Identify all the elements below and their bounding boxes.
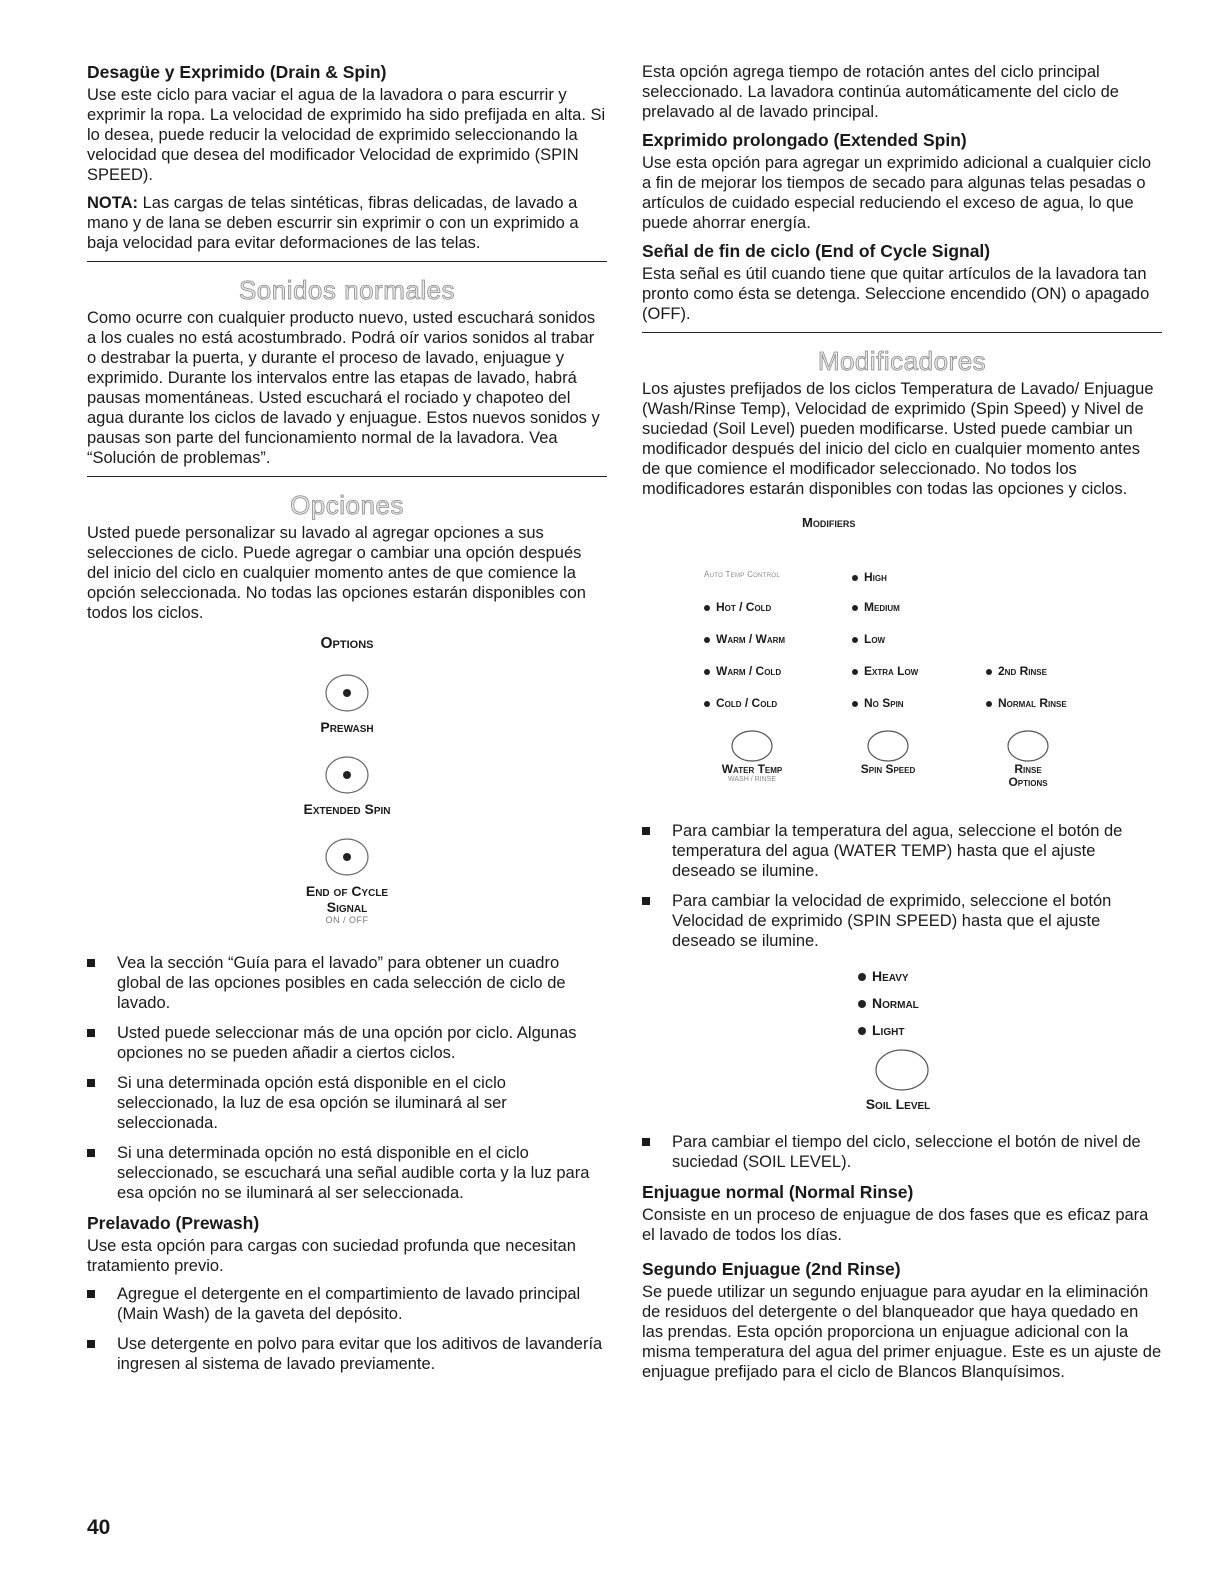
prewash-heading: Prelavado (Prewash) <box>87 1213 260 1233</box>
right-column <box>642 62 1162 1390</box>
indicator-dot-icon <box>852 575 858 581</box>
spin-item: Extra Low <box>852 664 918 678</box>
drain-spin-text: Use este ciclo para vaciar el agua de la lavadora o para escurrir y exprimir la ropa. La velocidad de exprimido ha sido prefijada en alta. Si lo desea, puede reducir la velocidad de exprimido seleccionando la velocidad que desea del modificador Velocidad de exprimido (SPIN SPEED). <box>87 86 606 184</box>
note-text: Las cargas de telas sintéticas, fibras delicadas, de lavado a mano y de lana se deben escurrir sin exprimir o con un exprimido a baja velocidad para evitar deformaciones de las telas. <box>87 194 579 252</box>
modifiers-diagram <box>642 515 1162 815</box>
list-item: Agregue el detergente en el compartimiento de lavado principal (Main Wash) de la gaveta del depósito. <box>87 1284 607 1324</box>
temp-item: Cold / Cold <box>704 696 777 710</box>
extended-spin-label: Extended Spin <box>303 801 391 817</box>
prewash-bullets <box>87 1284 607 1374</box>
soil-item: Heavy <box>858 963 1162 990</box>
spin-item: High <box>852 570 887 584</box>
end-signal-heading: Señal de fin de ciclo (End of Cycle Signal) <box>642 241 991 261</box>
divider <box>642 332 1162 333</box>
soil-level-button <box>642 1048 1162 1112</box>
temp-item: Warm / Cold <box>704 664 781 678</box>
second-rinse-heading: Segundo Enjuague (2nd Rinse) <box>642 1259 901 1279</box>
water-temp-button-icon <box>728 729 776 763</box>
note-label: NOTA: <box>87 194 139 212</box>
extended-spin-text: Use esta opción para agregar un exprimido adicional a cualquier ciclo a fin de mejorar los tiempos de secado para algunas telas pesadas o artículos de cuidado especial reduciendo el exceso de agua, lo que puede ahorrar energía. <box>642 154 1152 232</box>
spin-item: No Spin <box>852 696 904 710</box>
list-item: Use detergente en polvo para evitar que los aditivos de lavandería ingresen al sistema de lavado previamente. <box>87 1334 607 1374</box>
list-item: Si una determinada opción está disponible en el ciclo seleccionado, la luz de esa opción se iluminará al ser seleccionada. <box>87 1073 607 1133</box>
rinse-options-button-icon <box>1004 729 1052 763</box>
options-title: Opciones <box>290 490 404 520</box>
list-item: Usted puede seleccionar más de una opción por ciclo. Algunas opciones no se pueden añadir a ciertos ciclos. <box>87 1023 607 1063</box>
page-number: 40 <box>87 1516 111 1539</box>
water-temp-sub: WASH / RINSE <box>728 776 776 783</box>
soil-level-items <box>858 963 1162 1044</box>
soil-level-button-icon <box>872 1048 932 1092</box>
indicator-dot-icon <box>858 1027 866 1035</box>
indicator-dot-icon <box>858 1000 866 1008</box>
normal-rinse-text: Consiste en un proceso de enjuague de dos fases que es eficaz para el lavado de todos los días. <box>642 1206 1149 1244</box>
drain-spin-note <box>87 193 607 253</box>
indicator-dot-icon <box>704 637 710 643</box>
modifiers-diagram-title: Modifiers <box>802 515 856 530</box>
rinse-label-1: Rinse <box>1014 762 1042 776</box>
divider <box>87 261 607 262</box>
sounds-title: Sonidos normales <box>238 275 456 305</box>
rinse-label-2: Options <box>1008 775 1048 789</box>
prewash-label: Prewash <box>320 719 374 735</box>
divider <box>87 476 607 477</box>
indicator-dot-icon <box>852 669 858 675</box>
extended-spin-button-group <box>87 753 607 817</box>
temp-item: Hot / Cold <box>704 600 771 614</box>
water-temp-label: Water Temp <box>721 762 783 776</box>
extended-spin-heading: Exprimido prolongado (Extended Spin) <box>642 130 967 150</box>
end-cycle-label-1: End of Cycle <box>305 883 389 899</box>
indicator-dot-icon <box>986 701 992 707</box>
list-item: Vea la sección “Guía para el lavado” para obtener un cuadro global de las opciones posibles en cada selección de ciclo de lavado. <box>87 953 607 1013</box>
modifier-buttons <box>642 745 1162 815</box>
soil-item: Normal <box>858 990 1162 1017</box>
prewash-text: Use esta opción para cargas con suciedad profunda que necesitan tratamiento previo. <box>87 1237 576 1275</box>
end-cycle-button-group <box>87 835 607 925</box>
spin-speed-button-icon <box>864 729 912 763</box>
indicator-dot-icon <box>704 701 710 707</box>
list-item: Para cambiar la velocidad de exprimido, seleccione el botón Velocidad de exprimido (SPIN SPEED) hasta que el ajuste deseado se ilumine. <box>642 891 1162 951</box>
left-column <box>87 62 607 1384</box>
modifiers-grid <box>642 570 1162 745</box>
options-bullets <box>87 953 607 1203</box>
end-signal-text: Esta señal es útil cuando tiene que quitar artículos de la lavadora tan pronto como ésta se detenga. Seleccione encendido (ON) o apagado (OFF). <box>642 265 1150 323</box>
sounds-text: Como ocurre con cualquier producto nuevo, usted escuchará sonidos a los cuales no está acostumbrado. Podrá oír varios sonidos al trabar o destrabar la puerta, y durante el proceso de lavado, enjuague y exprimido. Durante los intervalos entre las etapas de lavado, habrá pausas momentáneas. Usted escuchará el rociado y chapoteo del agua durante los ciclos de lavado y enjuague. Estos nuevos sonidos y pausas son parte del funcionamiento normal de la lavadora. Vea “Solución de problemas”. <box>87 309 600 467</box>
indicator-dot-icon <box>852 605 858 611</box>
options-text: Usted puede personalizar su lavado al agregar opciones a sus selecciones de ciclo. Puede agregar o cambiar una opción después del inicio del ciclo en cualquier momento antes de que comience la opción seleccionada. No todas las opciones estarán disponibles con todos los ciclos. <box>87 524 586 622</box>
modifiers-bullets <box>642 821 1162 951</box>
indicator-dot-icon <box>852 637 858 643</box>
extended-spin-button-icon <box>321 753 373 797</box>
indicator-dot-icon <box>704 605 710 611</box>
end-cycle-button-icon <box>321 835 373 879</box>
prewash-button-icon <box>321 671 373 715</box>
spin-item: Low <box>852 632 885 646</box>
spin-speed-label: Spin Speed <box>860 762 916 776</box>
auto-temp-label: Auto Temp Control <box>704 570 780 579</box>
spin-item: Medium <box>852 600 900 614</box>
rinse-item: Normal Rinse <box>986 696 1067 710</box>
water-temp-button <box>702 729 802 783</box>
indicator-dot-icon <box>858 973 866 981</box>
modifiers-title: Modificadores <box>817 346 987 376</box>
soil-bullets <box>642 1132 1162 1172</box>
end-cycle-label-2: Signal <box>326 899 368 915</box>
drain-spin-heading: Desagüe y Exprimido (Drain & Spin) <box>87 62 387 82</box>
list-item: Si una determinada opción no está disponible en el ciclo seleccionado, se escuchará una señal audible corta y la luz para esa opción no se iluminará al ser seleccionada. <box>87 1143 607 1203</box>
options-diagram-title: Options <box>320 635 374 652</box>
modifiers-text: Los ajustes prefijados de los ciclos Temperatura de Lavado/ Enjuague (Wash/Rinse Temp), Velocidad de exprimido (Spin Speed) y Nivel de suciedad (Soil Level) pueden modificarse. Usted puede cambiar un modificador después del inicio del ciclo en cualquier momento antes de que comience el modificador seleccionado. No todos los modificadores estarán disponibles con todas las opciones y ciclos. <box>642 380 1154 498</box>
end-cycle-sub: ON / OFF <box>325 915 369 925</box>
soil-item: Light <box>858 1017 1162 1044</box>
indicator-dot-icon <box>852 701 858 707</box>
normal-rinse-heading: Enjuague normal (Normal Rinse) <box>642 1182 914 1202</box>
second-rinse-text: Se puede utilizar un segundo enjuague para ayudar en la eliminación de residuos del detergente o del blanqueador que haya quedado en las prendas. Esta opción proporciona un enjuague adicional con la misma temperatura del agua del primer enjuague. Este es un ajuste de enjuague prefijado para el ciclo de Blancos Blanquísimos. <box>642 1283 1162 1381</box>
list-item: Para cambiar la temperatura del agua, seleccione el botón de temperatura del agua (WATER TEMP) hasta que el ajuste deseado se ilumine. <box>642 821 1162 881</box>
spin-speed-button <box>838 729 938 776</box>
indicator-dot-icon <box>704 669 710 675</box>
list-item: Para cambiar el tiempo del ciclo, seleccione el botón de nivel de suciedad (SOIL LEVEL). <box>642 1132 1162 1172</box>
prewash-button-group <box>87 671 607 735</box>
rinse-item: 2nd Rinse <box>986 664 1047 678</box>
temp-item: Warm / Warm <box>704 632 785 646</box>
prewash-continued-text: Esta opción agrega tiempo de rotación antes del ciclo principal seleccionado. La lavadora continúa automáticamente del ciclo de prelavado al de lavado principal. <box>642 63 1119 121</box>
indicator-dot-icon <box>986 669 992 675</box>
options-diagram <box>87 635 607 925</box>
rinse-options-button <box>978 729 1078 789</box>
soil-level-label: Soil Level <box>865 1096 931 1112</box>
